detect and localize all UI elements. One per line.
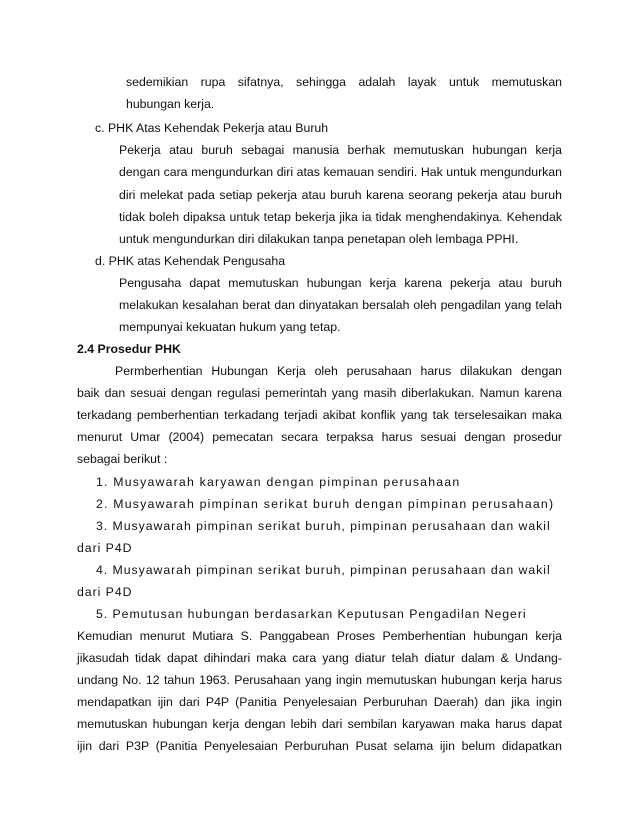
text-line: Permberhentian Hubungan Kerja oleh perusahaan harus dilakukan dengan — [115, 364, 562, 378]
text-line: ijin dari P3P (Panitia Penyelesaian Perburuhan Pusat selama ijin belum didapatkan — [77, 739, 562, 753]
procedure-step: 4. Musyawarah pimpinan serikat buruh, pimpinan perusahaan dan wakil — [96, 563, 551, 577]
section-heading: 2.4 Prosedur PHK — [77, 342, 181, 356]
text-line: sebagai berikut : — [77, 452, 168, 466]
text-line: hubungan kerja. — [126, 97, 215, 111]
text-line: terkadang pemberhentian terkadang terjadi akibat konflik yang tak terselesaikan maka — [77, 408, 562, 422]
procedure-step: 2. Musyawarah pimpinan serikat buruh dengan pimpinan perusahaan) — [96, 497, 555, 511]
text-line: mempunyai kekuatan hukum yang tetap. — [119, 320, 341, 334]
text-line: menurut Umar (2004) pemecatan secara terpaksa harus sesuai dengan prosedur — [77, 430, 562, 444]
text-line: diri melekat pada setiap pekerja atau buruh karena seorang pekerja atau buruh — [119, 188, 562, 202]
text-line: mendapatkan ijin dari P4P (Panitia Penyelesaian Perburuhan Daerah) dan jika ingin — [77, 695, 562, 709]
procedure-step: 3. Musyawarah pimpinan serikat buruh, pimpinan perusahaan dan wakil — [96, 519, 551, 533]
text-line: sedemikian rupa sifatnya, sehingga adalah layak untuk memutuskan — [126, 75, 562, 89]
text-line: tidak boleh dipaksa untuk tetap bekerja jika ia tidak menghendakinya. Kehendak — [119, 210, 562, 224]
text-line: memutuskan hubungan kerja dengan lebih dari sembilan karyawan maka harus dapat — [77, 717, 562, 731]
text-line: Pekerja atau buruh sebagai manusia berhak memutuskan hubungan kerja — [119, 143, 562, 157]
text-line: Kemudian menurut Mutiara S. Panggabean Proses Pemberhentian hubungan kerja — [77, 629, 562, 643]
text-line: Pengusaha dapat memutuskan hubungan kerja karena pekerja atau buruh — [119, 276, 562, 290]
procedure-step-continuation: dari P4D — [77, 541, 133, 555]
list-item-heading: c. PHK Atas Kehendak Pekerja atau Buruh — [95, 121, 329, 135]
procedure-step: 5. Pemutusan hubungan berdasarkan Keputusan Pengadilan Negeri — [96, 607, 527, 621]
procedure-step-continuation: dari P4D — [77, 585, 133, 599]
text-line: undang No. 12 tahun 1963. Perusahaan yang ingin memutuskan hubungan kerja harus — [77, 673, 562, 687]
text-line: melakukan kesalahan berat dan dinyatakan bersalah oleh pengadilan yang telah — [119, 298, 562, 312]
procedure-step: 1. Musyawarah karyawan dengan pimpinan perusahaan — [96, 475, 461, 489]
text-line: jikasudah tidak dapat dihindari maka cara yang diatur telah diatur dalam & Undang- — [77, 651, 562, 665]
text-line: baik dan sesuai dengan regulasi pemerintah yang masih diberlakukan. Namun karena — [77, 386, 562, 400]
text-line: dengan cara mengundurkan diri atas kemauan sendiri. Hak untuk mengundurkan — [119, 165, 562, 179]
list-item-heading: d. PHK atas Kehendak Pengusaha — [95, 254, 286, 268]
text-line: untuk mengundurkan diri dilakukan tanpa penetapan oleh lembaga PPHI. — [119, 232, 519, 246]
